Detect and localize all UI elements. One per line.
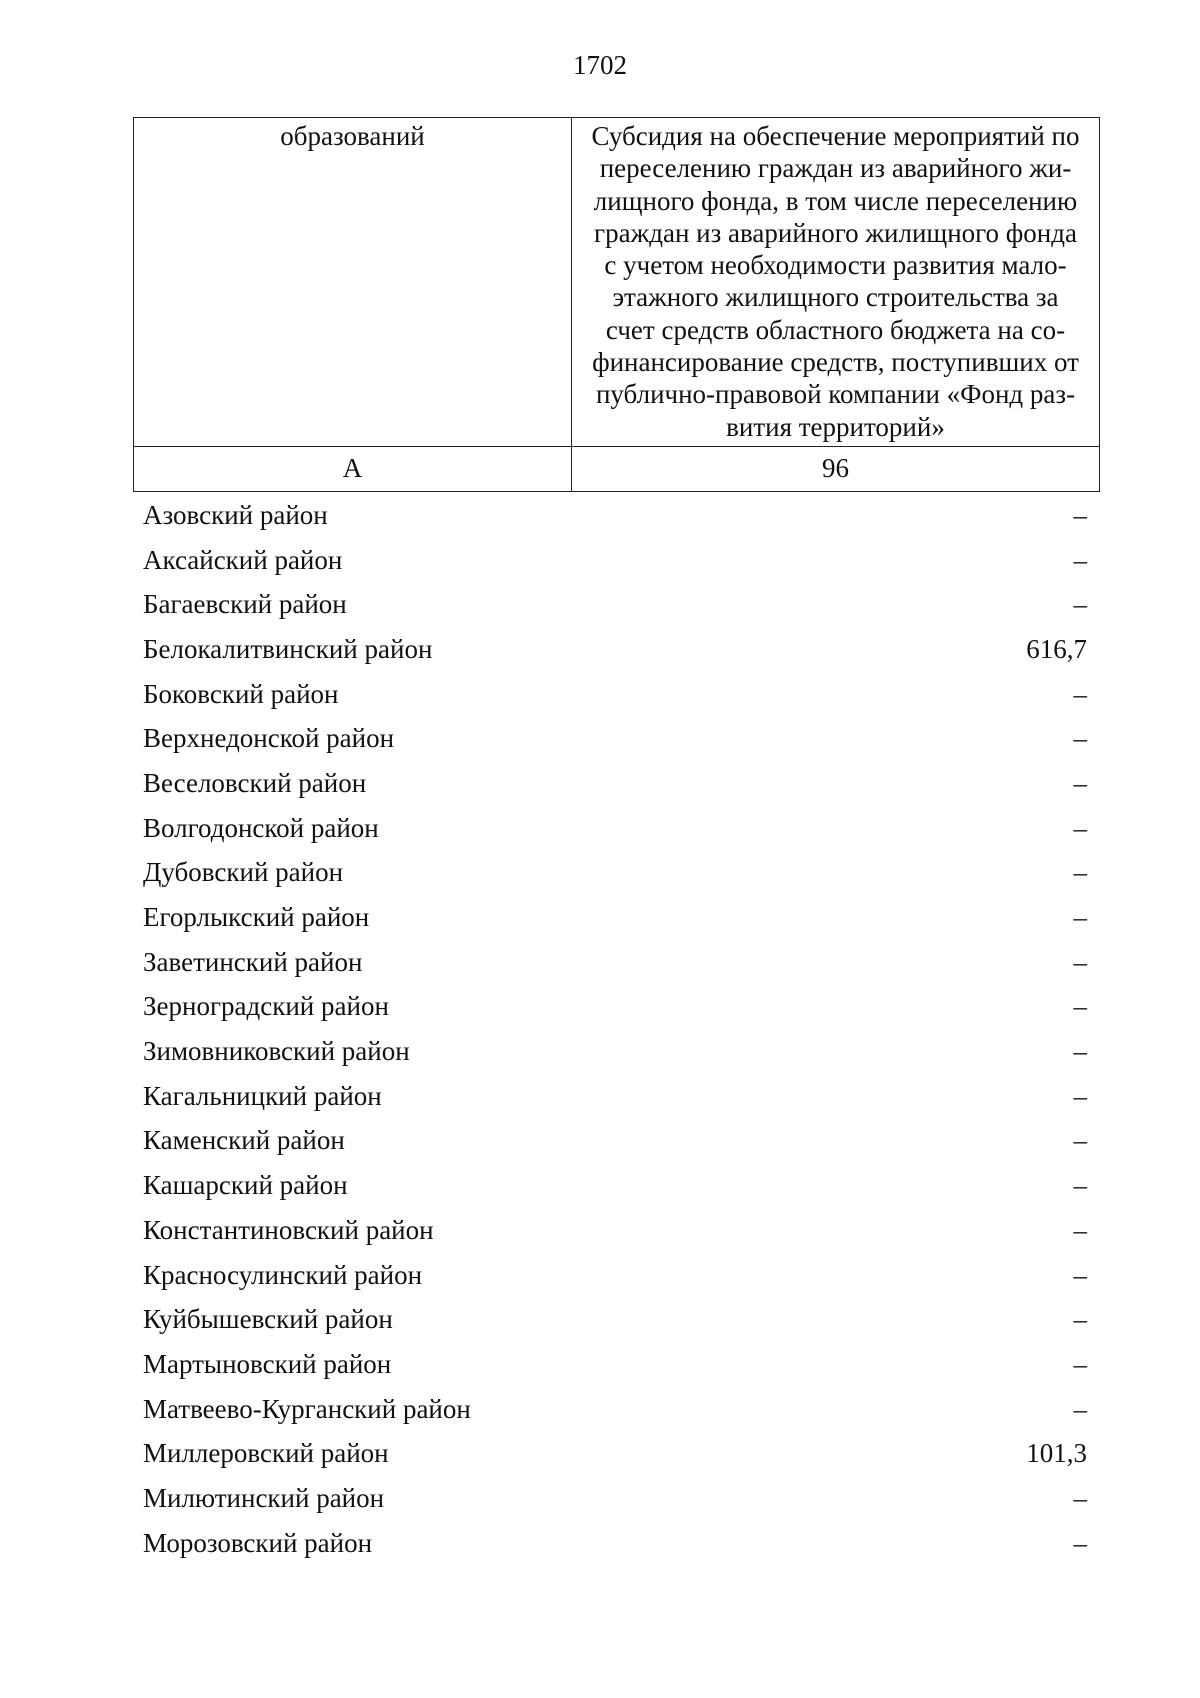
district-name: Волгодонской район (143, 812, 379, 843)
description-line: публично-правовой компании «Фонд раз- (595, 379, 1076, 410)
description-line: Субсидия на обеспечение мероприятий по (591, 121, 1080, 151)
district-value: – (1073, 1304, 1087, 1335)
header-row (134, 118, 1100, 447)
table-row (143, 1208, 1087, 1253)
district-name: Куйбышевский район (143, 1304, 393, 1335)
district-value: – (1073, 1125, 1087, 1156)
table-row (143, 493, 1087, 538)
district-value: – (1073, 544, 1087, 575)
table-row (143, 538, 1087, 583)
district-value: – (1073, 1080, 1087, 1111)
table-row (143, 582, 1087, 627)
table-row (143, 851, 1087, 896)
table-row (143, 716, 1087, 761)
district-value: – (1073, 1393, 1087, 1424)
district-name: Кашарский район (143, 1170, 348, 1201)
district-value: – (1073, 1036, 1087, 1067)
table-row (143, 1387, 1087, 1432)
district-name: Аксайский район (143, 544, 343, 575)
district-value: – (1073, 991, 1087, 1022)
district-value: 101,3 (1026, 1438, 1087, 1469)
table-row (143, 627, 1087, 672)
district-name: Миллеровский район (143, 1438, 389, 1469)
table-row (143, 1342, 1087, 1387)
district-value: – (1073, 902, 1087, 933)
description-line: переселению граждан из аварийного жи- (599, 153, 1072, 184)
column-code-b: 96 (572, 446, 1100, 491)
district-value: – (1073, 1482, 1087, 1513)
table-row (143, 1074, 1087, 1119)
table-row (143, 1029, 1087, 1074)
district-value: – (1073, 1259, 1087, 1290)
district-name: Зимовниковский район (143, 1036, 410, 1067)
description-line: с учетом необходимости развития мало- (604, 250, 1067, 281)
district-name: Красносулинский район (143, 1259, 423, 1290)
column-codes-row (134, 446, 1100, 491)
header-table (133, 117, 1100, 492)
column-code-a: А (134, 446, 572, 491)
district-value: – (1073, 678, 1087, 709)
name-column-header: образований (134, 118, 572, 447)
district-value: – (1073, 1348, 1087, 1379)
district-name: Дубовский район (143, 857, 344, 888)
district-value: 616,7 (1026, 633, 1087, 664)
district-name: Зерноградский район (143, 991, 389, 1022)
district-name: Егорлыкский район (143, 902, 370, 933)
district-value: – (1073, 946, 1087, 977)
table-row (143, 1297, 1087, 1342)
table-row (143, 672, 1087, 717)
district-value: – (1073, 1214, 1087, 1245)
district-value: – (1073, 1527, 1087, 1558)
district-list (143, 493, 1087, 1566)
table-row (143, 806, 1087, 851)
district-name: Каменский район (143, 1125, 345, 1156)
district-name: Константиновский район (143, 1214, 434, 1245)
description-line: граждан из аварийного жилищного фонда (594, 217, 1077, 248)
district-name: Багаевский район (143, 589, 347, 620)
table-row (143, 1476, 1087, 1521)
district-value: – (1073, 589, 1087, 620)
district-name: Азовский район (143, 499, 328, 530)
district-value: – (1073, 723, 1087, 754)
district-name: Боковский район (143, 678, 339, 709)
page-number: 1702 (573, 50, 627, 80)
table-row (143, 1119, 1087, 1164)
district-name: Веселовский район (143, 767, 367, 798)
description-line: счет средств областного бюджета на со- (605, 314, 1066, 345)
district-name: Матвеево-Курганский район (143, 1393, 471, 1424)
table-row (143, 1521, 1087, 1566)
table-row (143, 985, 1087, 1030)
district-name: Верхнедонской район (143, 723, 395, 754)
district-value: – (1073, 1170, 1087, 1201)
district-name: Кагальницкий район (143, 1080, 382, 1111)
table-row (143, 1163, 1087, 1208)
table-row (143, 1253, 1087, 1298)
description-line: этажного жилищного строительства за (612, 282, 1059, 313)
district-name: Белокалитвинский район (143, 633, 433, 664)
description-line: лищного фонда, в том числе переселению (593, 185, 1078, 216)
district-value: – (1073, 812, 1087, 843)
district-value: – (1073, 767, 1087, 798)
table-row (143, 761, 1087, 806)
description-line: вития территорий» (726, 411, 945, 442)
district-value: – (1073, 499, 1087, 530)
district-name: Морозовский район (143, 1527, 373, 1558)
table-row (143, 940, 1087, 985)
description-column-header (572, 118, 1100, 447)
table-row (143, 895, 1087, 940)
district-value: – (1073, 857, 1087, 888)
description-line: финансирование средств, поступивших от (592, 347, 1079, 378)
district-name: Милютинский район (143, 1482, 385, 1513)
district-name: Заветинский район (143, 946, 363, 977)
table-row (143, 1431, 1087, 1476)
district-name: Мартыновский район (143, 1348, 392, 1379)
